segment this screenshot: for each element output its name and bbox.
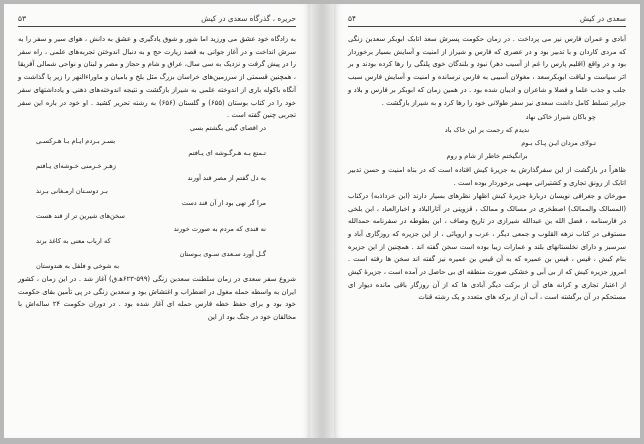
right-poem — [348, 109, 626, 164]
right-verse-line: ندیدم که رحمت بر این خاک باد — [444, 126, 530, 135]
left-page — [4, 4, 310, 438]
left-verse-line: تـمتع بـه هـرگـوشه ای یـافتم — [188, 149, 266, 158]
right-verse-line: برانگیختم خاطر از شام و روم — [446, 151, 528, 160]
left-verse-line: نه قندی که مردم به صورت خورند — [173, 224, 266, 233]
right-page — [334, 4, 640, 438]
right-verse-line: چو باکان شیراز خاکی نهاد — [525, 113, 596, 122]
left-verse-line: به شوخی و فلفل به هندوستان — [36, 262, 120, 271]
left-verse-line: در اقصای گیتی بگشتم بسی — [190, 123, 266, 132]
right-paragraph-2: ظاهراً در بازگشت از این سفرگذارش به جزیرهٔ کیش افتاده است که در بناه امنیت و حسن تدبیر اتابک از رونق تجاری و کشتیرانی مهمی برخوردار بوده است . — [348, 166, 626, 188]
right-verse-line: تـولای مردان ایـن پـاک بـوم — [521, 138, 596, 147]
left-verse-line: زهـر خـرمنی خـوشه‌ای یـافتم — [36, 161, 116, 170]
right-page-header — [348, 14, 626, 27]
left-verse-line: گـل آورد سـعدی سـوی بـوستان — [179, 249, 266, 258]
book-gutter — [310, 4, 334, 438]
right-page-number: ۵۴ — [348, 14, 356, 23]
left-verse-line: مرا گر تهی بود از آن قند دست — [181, 199, 266, 208]
left-page-number: ۵۳ — [18, 14, 26, 23]
right-paragraph-1: آبادی و عمران فارس نیز می پرداخت . در زمان حکومت پسرش سعد اتابک ابوبکر سعدبن زنگی که مردی کاردان و با تدبیر بود و در عصری که فارس و شیراز از امنیت و آسایش بسیار برخوردار بود و در واقع (اقلیم پارس را غم از آسیب دهر) نبود و بلندگان خوی پلنگی را رها کرده بودند و بر اثر سیاست و لیاقت ابوبکرسعد ، مغولان آسیبی به فارس نرسانده و امنیت و آسایش فارس سبب جلب و جذب علما و فضلا و شاعران و ادیبان شده بود . در همین زمان که ابوبکر بر فارس و بلاد و جزایر تسلط کامل داشت سعدی نیز سفر طولانی خود را رها کرد و به شیراز بازگشت . — [348, 35, 626, 107]
left-page-running-title: حریره ، گذرگاه سعدی در کیش — [201, 14, 296, 23]
left-poem — [18, 122, 296, 273]
left-verse-line: به دل گفتم از مصر قند آورند — [187, 174, 266, 183]
right-page-running-title: سعدی در کیش — [579, 14, 626, 23]
left-paragraph-2: شروع سفر سعدی در زمان سلطنت سعدبن زنگی (۵۹۹-۶۲۳ه‍.ق) آغاز شد . در این زمان ، کشور ایران به واسطه حمله مغول در اضطراب و اغتشاش بود و سعدبن زنگی در پی تأمین بقای حکومت خود بود و برای حفظ خطه فارس حمله ای آغاز شده بود . در دوران حکومت ۲۴ ساله‌اش با مخالفان خود در جنگ بود از این — [18, 275, 297, 322]
left-verse-line: سخن‌های شیرین تر از قند هست — [36, 212, 125, 221]
right-paragraph-3: مورخان و جغرافی نویسان دربارهٔ جزیرهٔ کیش اظهار نظرهای بسیار دارند (ابن خرداذبه) درکتاب (المسالک والممالک) اصطخری در مسالک و ممالک ، قزوینی در آثارالبلاد و اخبارالعباد ، ابن بلخی در فارسنامه ، فضل الله بن عبدالله شیرازی در تاریخ وصاف ، ابن بطوطه در سفرنامه حمدالله مستوفی در کتاب نزهه القلوب و جمعی دیگر ، عرب و اروپائی ، از این جزیره که روزگاری آباد و سرسبز و دارای نخلستانهای بلند و عمارات زیبا بوده است سخن گفته اند . همچنین از این جزیره بنام کیش ، قیس ، قیس بن عمیره که به آن قیس بن عمیره نیز گفته اند سخن ها رفته است . امروز جزیره کیش که از بی آبی و خشکی صورت منطقه ای بی حاصل در آمده است ، جزیرهٔ کیش از اعتبار تجاری و کرانه های آن از برکت دیگر آبادی ها که از آن روزگار باقی مانده دیوار ای مستحکم در آن برگشته است ، آب آن از برکه های متعدد و یک رشته قنات — [348, 191, 626, 302]
left-verse-line: بـر دوسـتان ارمـغانی بـرند — [36, 186, 108, 195]
left-verse-line: بسـر بـردم ایـام بـا هـرکسـی — [36, 136, 116, 145]
left-page-header — [18, 14, 296, 27]
left-paragraph-1: به زادگاه خود عشق می ورزید اما شور و شوق یادگیری و عشق به دانش ، هوای سیر و سفر را به سرش انداخت و در آغاز جوانی به قصد زیارت حج و به دنبال اندوختن تجربه‌های علمی ، راه سفر را در پیش گرفت و نزدیک به سی سال، عراق و شام و حجاز و مصر و لبنان و نواحی شمالی آفریقا ، همچنین قسمتی از سرزمین‌های خراسان بزرگ مثل بلخ و بامیان و ماوراءالنهر را زیر پا گذاشت و آنگاه باکوله باری از اندوخته علمی به شیراز بازگشت و نتیجه اندوخته‌های ذهنی و یادداشتهای سفر خود را در کتاب بوستان (۶۵۵) و گلستان (۶۵۶) به رشته تحریر کشید . او خود در باره این سفر تجربی چنین گفته است . — [18, 35, 296, 120]
left-verse-line: که ارباب معنی به کاغذ برند — [36, 237, 111, 246]
